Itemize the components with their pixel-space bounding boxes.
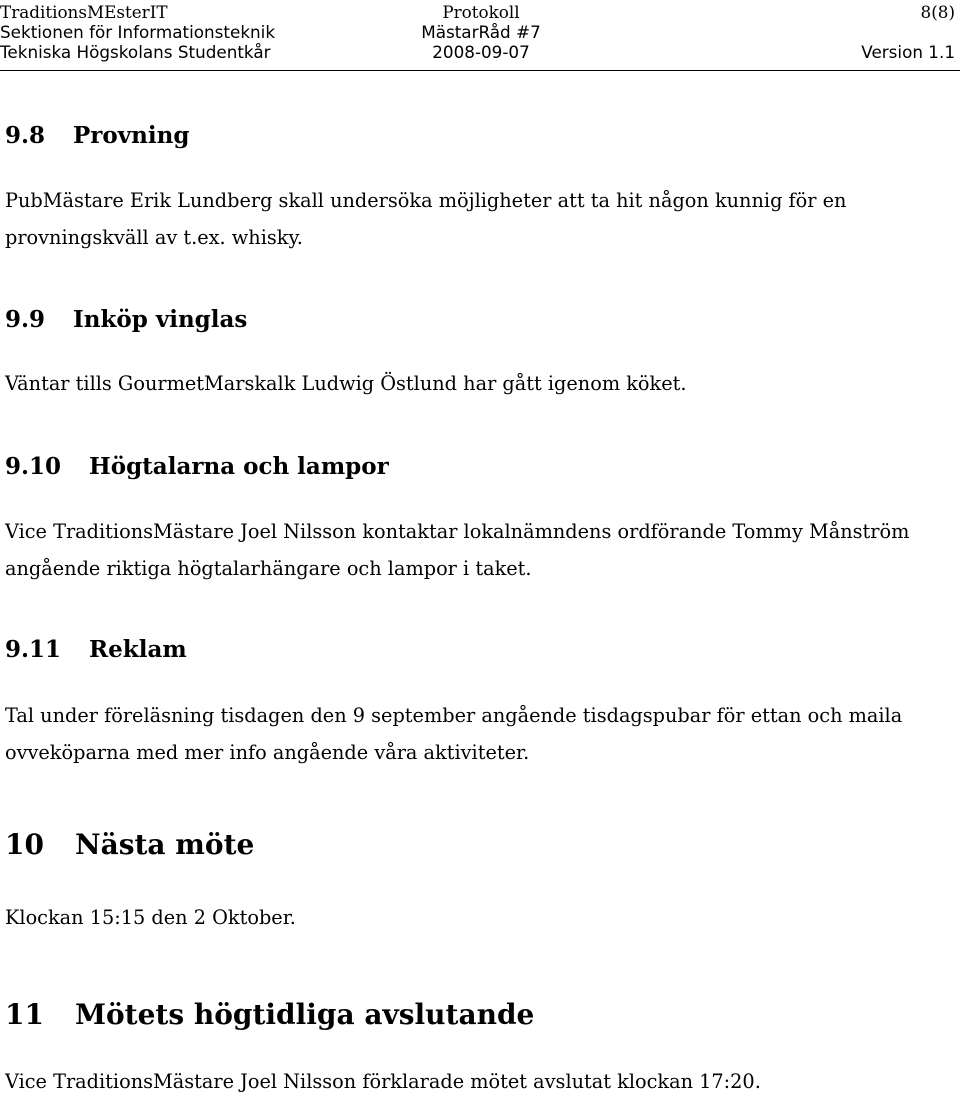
subsection-heading bbox=[5, 451, 389, 483]
header-meeting: MästarRåd #7 bbox=[421, 22, 541, 42]
subsection-number: 9.10 bbox=[5, 453, 62, 480]
subsection-heading bbox=[5, 304, 247, 336]
subsection-title: Inköp vinglas bbox=[73, 306, 248, 333]
subsection-body bbox=[5, 183, 846, 256]
header-row-bottom bbox=[0, 42, 960, 62]
header-row-middle bbox=[0, 22, 960, 42]
header-section-name: Sektionen för Informationsteknik bbox=[0, 22, 276, 42]
body-line: angående riktiga högtalarhängare och lampor i taket. bbox=[5, 556, 532, 580]
body-line: PubMästare Erik Lundberg skall undersöka möjligheter att ta hit någon kunnig för en bbox=[5, 189, 847, 212]
section-heading bbox=[5, 995, 534, 1035]
header-document-type: Protokoll bbox=[442, 2, 520, 22]
body-line: Väntar tills GourmetMarskalk Ludwig Östlund har gått igenom köket. bbox=[5, 372, 687, 395]
subsection-title: Reklam bbox=[89, 636, 187, 663]
section-number: 11 bbox=[5, 998, 44, 1031]
body-line: ovveköparna med mer info angående våra aktiviteter. bbox=[5, 740, 530, 764]
body-line: Vice TraditionsMästare Joel Nilsson förklarade mötet avslutat klockan 17:20. bbox=[5, 1070, 761, 1093]
subsection-body bbox=[5, 514, 909, 587]
section-title: Mötets högtidliga avslutande bbox=[74, 998, 535, 1031]
body-line: Tal under föreläsning tisdagen den 9 september angående tisdagspubar för ettan och maila bbox=[5, 704, 903, 727]
subsection-body bbox=[5, 698, 902, 771]
subsection-number: 9.8 bbox=[5, 122, 46, 149]
header-student-union: Tekniska Högskolans Studentkår bbox=[0, 42, 271, 62]
subsection-number: 9.9 bbox=[5, 306, 46, 333]
subsection-body bbox=[5, 366, 687, 403]
body-line: Vice TraditionsMästare Joel Nilsson kontaktar lokalnämndens ordförande Tommy Månström bbox=[5, 520, 910, 543]
body-line: provningskväll av t.ex. whisky. bbox=[5, 225, 303, 249]
subsection-title: Provning bbox=[73, 122, 190, 149]
header-organization: TraditionsMEsterIT bbox=[0, 2, 168, 22]
section-number: 10 bbox=[5, 828, 44, 861]
section-body bbox=[5, 1064, 761, 1101]
subsection-heading bbox=[5, 634, 187, 666]
section-title: Nästa möte bbox=[74, 828, 255, 861]
subsection-number: 9.11 bbox=[5, 636, 62, 663]
header-row-top bbox=[0, 2, 960, 22]
header-date: 2008-09-07 bbox=[432, 42, 530, 62]
body-line: Klockan 15:15 den 2 Oktober. bbox=[5, 906, 296, 929]
section-body bbox=[5, 900, 296, 937]
subsection-heading bbox=[5, 120, 189, 152]
header-rule bbox=[0, 70, 960, 71]
section-heading bbox=[5, 825, 254, 865]
header-page-number: 8(8) bbox=[920, 2, 955, 22]
subsection-title: Högtalarna och lampor bbox=[89, 453, 389, 480]
header-version: Version 1.1 bbox=[861, 42, 955, 62]
